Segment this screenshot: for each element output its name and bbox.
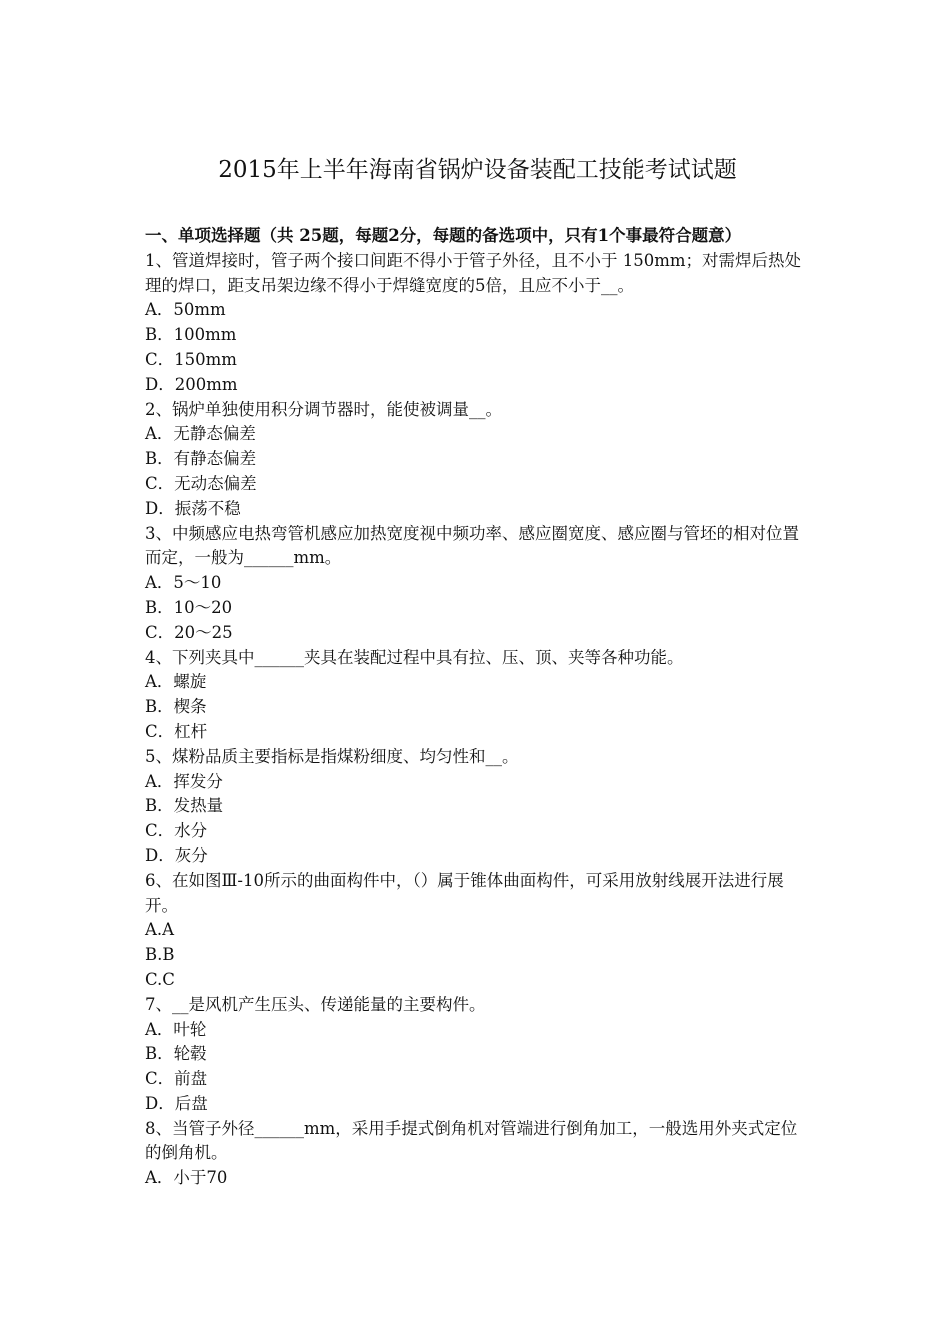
answer-option: A．叶轮 xyxy=(145,1019,207,1039)
answer-option: C．无动态偏差 xyxy=(145,473,257,493)
question-6 xyxy=(145,869,810,993)
question-1 xyxy=(145,249,810,398)
answer-option: C．150mm xyxy=(145,349,237,369)
question-8 xyxy=(145,1117,810,1191)
answer-option: A．挥发分 xyxy=(145,771,223,791)
document-title: 2015年上半年海南省锅炉设备装配工技能考试试题 xyxy=(218,157,737,183)
answer-option: A．无静态偏差 xyxy=(145,424,256,444)
question-3 xyxy=(145,522,810,646)
answer-option: B．楔条 xyxy=(145,697,207,717)
section-heading: 一、单项选择题（共 25题，每题2分，每题的备选项中，只有1个事最符合题意） xyxy=(145,226,742,245)
answer-option: C.C xyxy=(145,969,175,989)
question-4 xyxy=(145,646,810,745)
question-text: 2、锅炉单独使用积分调节器时，能使被调量__。 xyxy=(145,399,502,419)
question-text: 8、当管子外径______mm，采用手提式倒角机对管端进行倒角加工，一般选用外夹式定位的倒角机。 xyxy=(145,1118,798,1163)
answer-option: B.B xyxy=(145,945,175,965)
question-7 xyxy=(145,993,810,1117)
answer-option: B．轮毂 xyxy=(145,1044,207,1064)
answer-option: A．小于70 xyxy=(145,1168,228,1188)
answer-option: D．灰分 xyxy=(145,845,208,865)
answer-option: A．5～10 xyxy=(145,573,222,593)
answer-option: C．水分 xyxy=(145,821,208,841)
answer-option: A.A xyxy=(145,920,175,940)
answer-option: A．螺旋 xyxy=(145,672,207,692)
question-2 xyxy=(145,398,810,522)
answer-option: B．发热量 xyxy=(145,796,224,816)
answer-option: A．50mm xyxy=(145,300,226,320)
answer-option: B．有静态偏差 xyxy=(145,449,257,469)
question-text: 4、下列夹具中______夹具在装配过程中具有拉、压、顶、夹等各种功能。 xyxy=(145,647,684,667)
answer-option: D．后盘 xyxy=(145,1093,208,1113)
answer-option: B．10～20 xyxy=(145,597,233,617)
question-text: 1、管道焊接时，管子两个接口间距不得小于管子外径，且不小于 150mm；对需焊后热处理的焊口，距支吊架边缘不得小于焊缝宽度的5倍，且应不小于__。 xyxy=(145,250,802,295)
question-text: 5、煤粉品质主要指标是指煤粉细度、均匀性和__。 xyxy=(145,746,519,766)
answer-option: D．振荡不稳 xyxy=(145,498,241,518)
question-5 xyxy=(145,745,810,869)
question-text: 6、在如图Ⅲ-10所示的曲面构件中，（）属于锥体曲面构件，可采用放射线展开法进行展开。 xyxy=(145,870,784,915)
question-text: 3、中频感应电热弯管机感应加热宽度视中频功率、感应圈宽度、感应圈与管坯的相对位置而定，一般为______mm。 xyxy=(145,523,799,568)
answer-option: B．100mm xyxy=(145,325,237,345)
answer-option: D．200mm xyxy=(145,374,238,394)
answer-option: C．杠杆 xyxy=(145,721,208,741)
answer-option: C．20～25 xyxy=(145,622,233,642)
answer-option: C．前盘 xyxy=(145,1069,208,1089)
question-list xyxy=(145,249,810,1191)
question-text: 7、__是风机产生压头、传递能量的主要构件。 xyxy=(145,994,486,1014)
